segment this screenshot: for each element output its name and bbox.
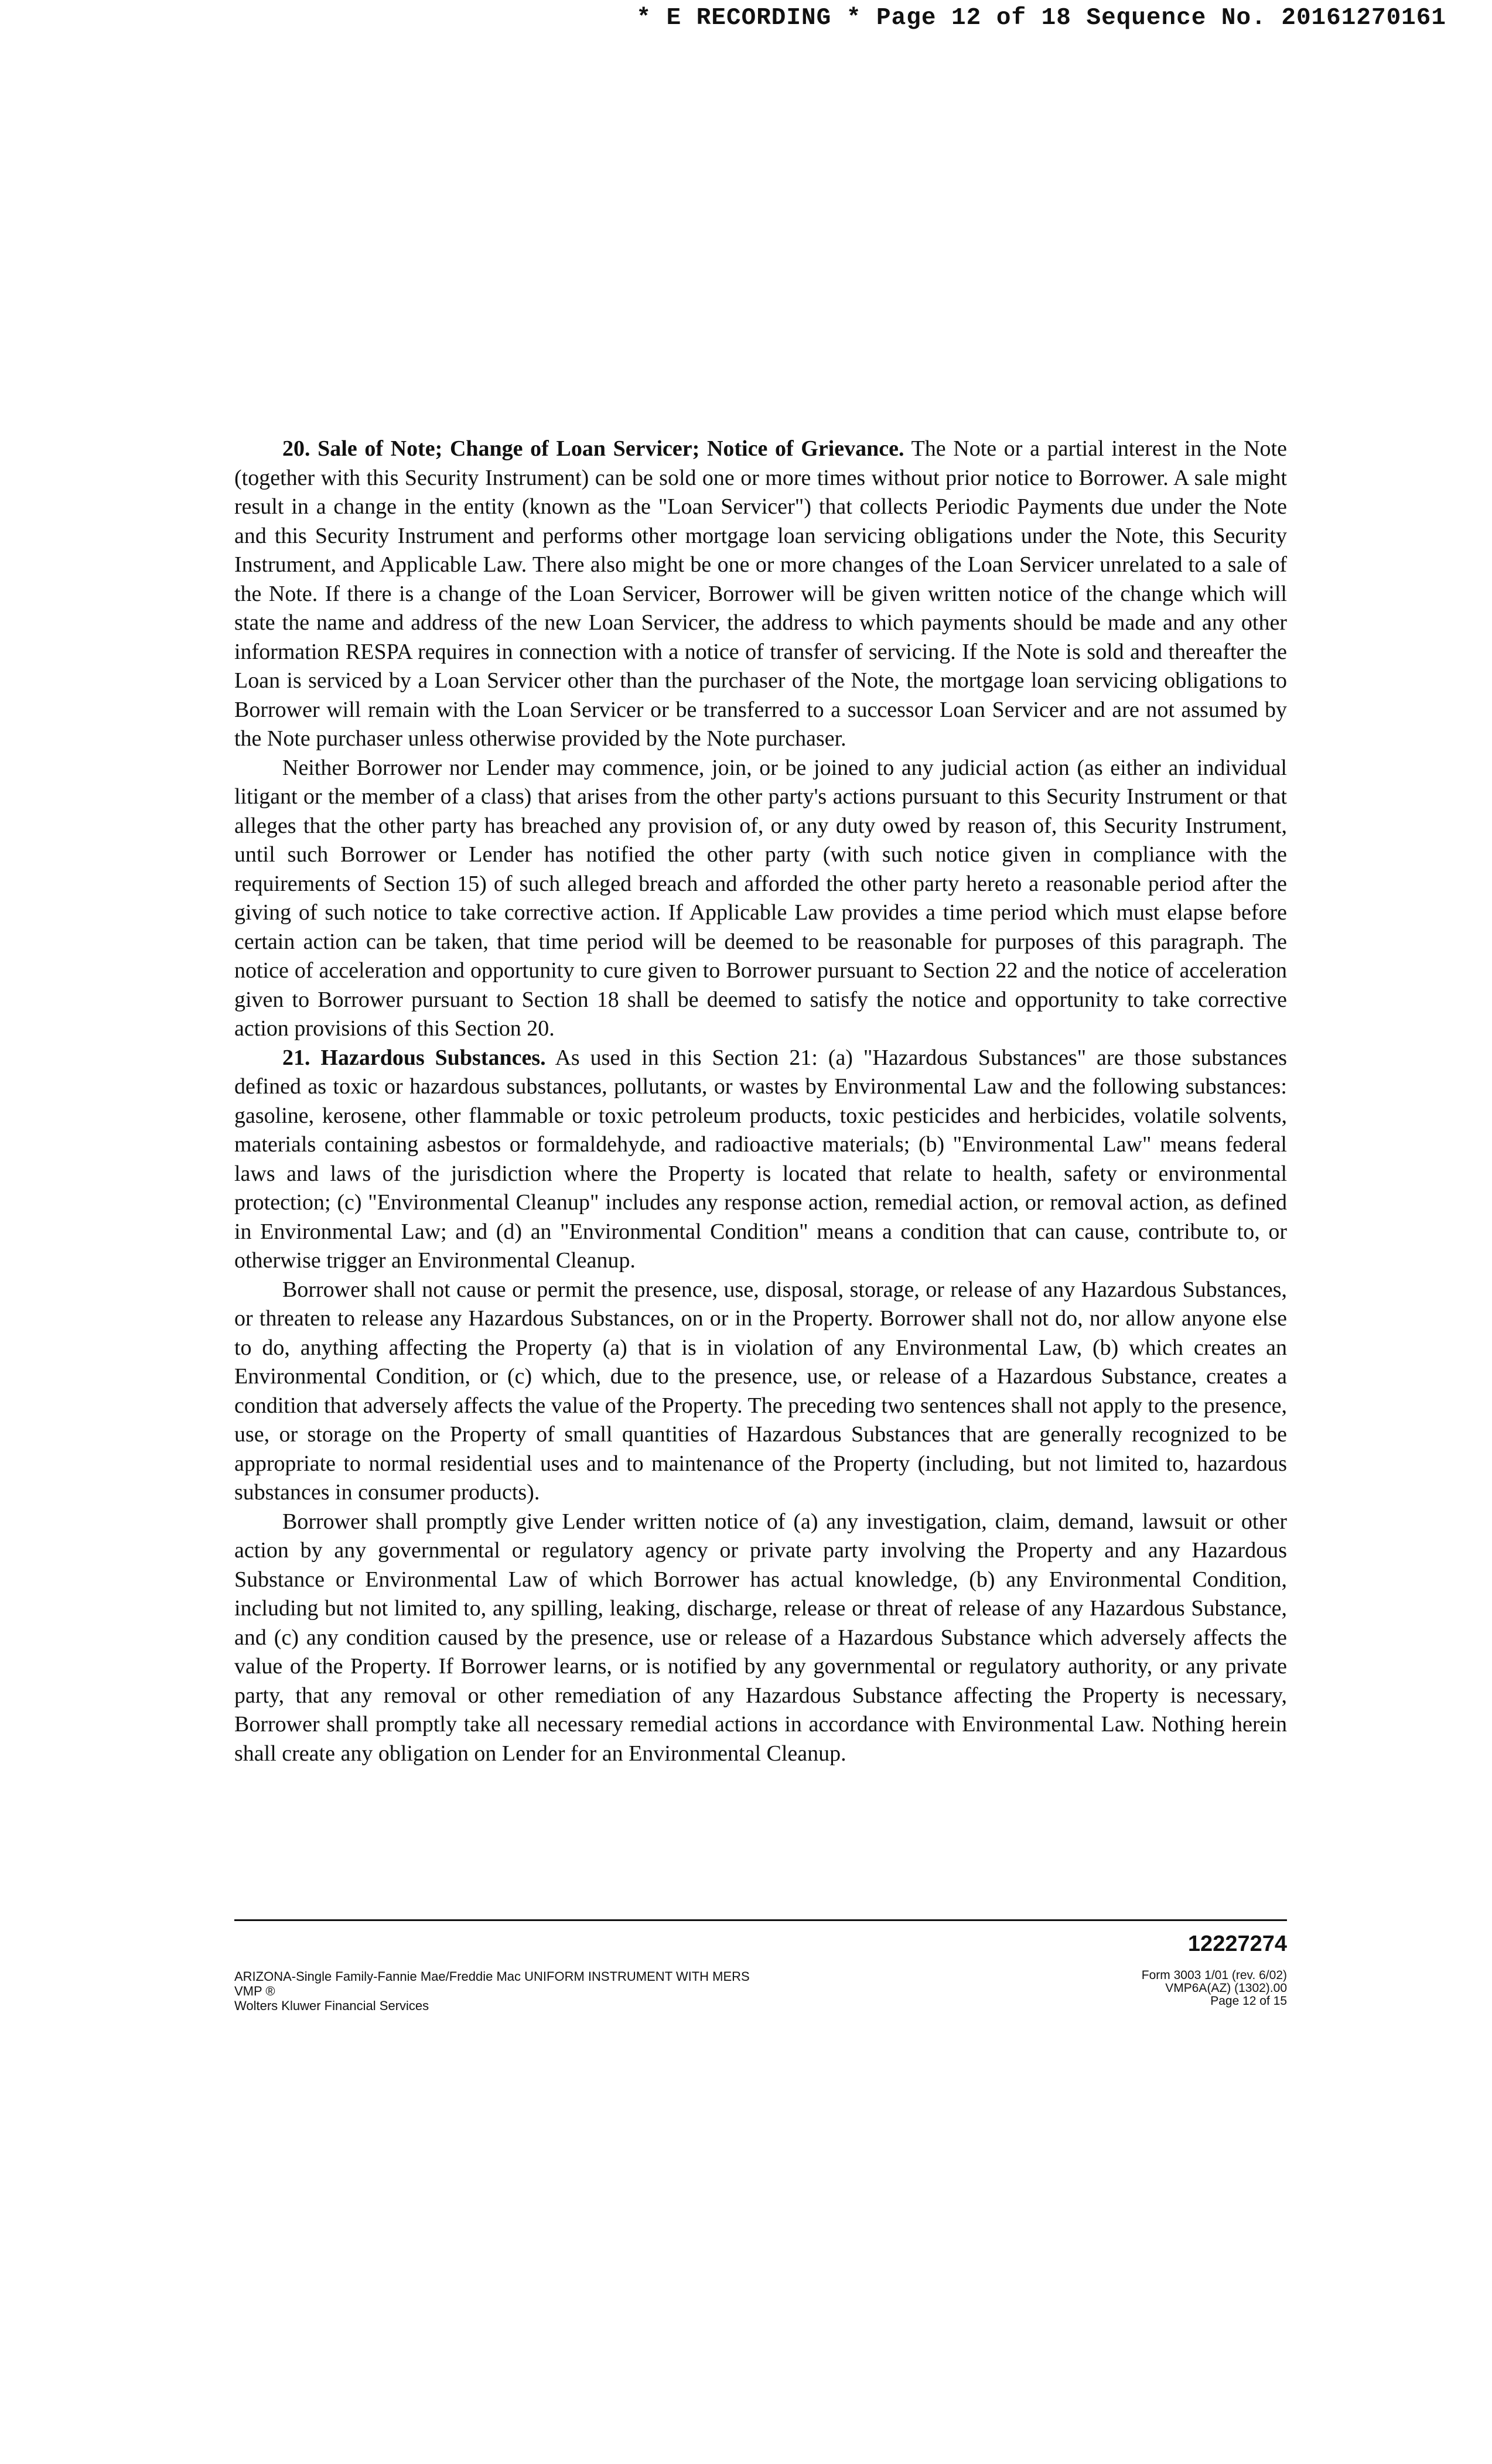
paragraph [234,435,1287,754]
paragraph-text: As used in this Section 21: (a) "Hazardous Substances" are those substances defined as toxic or hazardous substances, pollutants, or wastes by Environmental Law and the following substances: gasoline, kerosene, other flammable or toxic petroleum products, toxic pesticides and herbicides, volatile solvents, materials containing asbestos or formaldehyde, and radioactive materials; (b) "Environmental Law" means federal laws and laws of the jurisdiction where the Property is located that relate to health, safety or environmental protection; (c) "Environmental Cleanup" includes any response action, remedial action, or removal action, as defined in Environmental Law; and (d) an "Environmental Condition" means a condition that can cause, contribute to, or otherwise trigger an Environmental Cleanup. [234,1045,1287,1273]
loan-number: 12227274 [1187,1932,1287,1956]
page-number: Page 12 of 15 [1210,1994,1287,2008]
footer-form-info [234,1969,750,2013]
footer-divider [234,1919,1287,1921]
vmp-mark: VMP ® [234,1984,275,1998]
section-heading: 21. Hazardous Substances. [282,1045,546,1070]
paragraph [234,1044,1287,1276]
paragraph: Neither Borrower nor Lender may commence, join, or be joined to any judicial action (as either an individual litigant or the member of a class) that arises from the other party's actions pursuant to this Security Instrument or that alleges that the other party has breached any provision of, or any duty owed by reason of, this Security Instrument, until such Borrower or Lender has notified the other party (with such notice given in compliance with the requirements of Section 15) of such alleged breach and afforded the other party hereto a reasonable period after the giving of such notice to take corrective action. If Applicable Law provides a time period which must elapse before certain action can be taken, that time period will be deemed to be reasonable for purposes of this paragraph. The notice of acceleration and opportunity to cure given to Borrower pursuant to Section 22 and the notice of acceleration given to Borrower pursuant to Section 18 shall be deemed to satisfy the notice and opportunity to take corrective action provisions of this Section 20. [234,755,1287,1041]
paragraph: Borrower shall promptly give Lender written notice of (a) any investigation, claim, demand, lawsuit or other action by any governmental or regulatory agency or private party involving the Property and any Hazardous Substance or Environmental Law of which Borrower has actual knowledge, (b) any Environmental Condition, including but not limited to, any spilling, leaking, discharge, release or threat of release of any Hazardous Substance, and (c) any condition caused by the presence, use or release of a Hazardous Substance which adversely affects the value of the Property. If Borrower learns, or is notified by any governmental or regulatory authority, or any private party, that any removal or other remediation of any Hazardous Substance affecting the Property is necessary, Borrower shall promptly take all necessary remedial actions in accordance with Environmental Law. Nothing herein shall create any obligation on Lender for an Environmental Cleanup. [234,1509,1287,1766]
form-code: VMP6A(AZ) (1302).00 [1165,1981,1287,1995]
footer-form-numbers [1142,1929,1287,2008]
instrument-title: ARIZONA-Single Family-Fannie Mae/Freddie Mac UNIFORM INSTRUMENT WITH MERS [234,1969,750,1984]
paragraph-text: The Note or a partial interest in the Note (together with this Security Instrument) can be sold one or more times without prior notice to Borrower. A sale might result in a change in the entity (known as the "Loan Servicer") that collects Periodic Payments due under the Note and this Security Instrument and performs other mortgage loan servicing obligations under the Note, this Security Instrument, and Applicable Law. There also might be one or more changes of the Loan Servicer unrelated to a sale of the Note. If there is a change of the Loan Servicer, Borrower will be given written notice of the change which will state the name and address of the new Loan Servicer, the address to which payments should be made and any other information RESPA requires in connection with a notice of transfer of servicing. If the Note is sold and thereafter the Loan is serviced by a Loan Servicer other than the purchaser of the Note, the mortgage loan servicing obligations to Borrower will remain with the Loan Servicer or be transferred to a successor Loan Servicer and are not assumed by the Note purchaser unless otherwise provided by the Note purchaser. [234,436,1287,751]
document-body [234,435,1287,1768]
paragraph: Borrower shall not cause or permit the presence, use, disposal, storage, or release of any Hazardous Substances, or threaten to release any Hazardous Substances, on or in the Property. Borrower shall not do, nor allow anyone else to do, anything affecting the Property (a) that is in violation of any Environmental Law, (b) which creates an Environmental Condition, or (c) which, due to the presence, use, or release of a Hazardous Substance, creates a condition that adversely affects the value of the Property. The preceding two sentences shall not apply to the presence, use, or storage on the Property of small quantities of Hazardous Substances that are generally recognized to be appropriate to normal residential uses and to maintenance of the Property (including, but not limited to, hazardous substances in consumer products). [234,1277,1287,1505]
section-heading: 20. Sale of Note; Change of Loan Servicer; Notice of Grievance. [282,436,904,461]
recording-header: * E RECORDING * Page 12 of 18 Sequence No. 20161270161 [636,5,1446,32]
form-number: Form 3003 1/01 (rev. 6/02) [1141,1969,1287,1982]
publisher-name: Wolters Kluwer Financial Services [234,1998,429,2013]
